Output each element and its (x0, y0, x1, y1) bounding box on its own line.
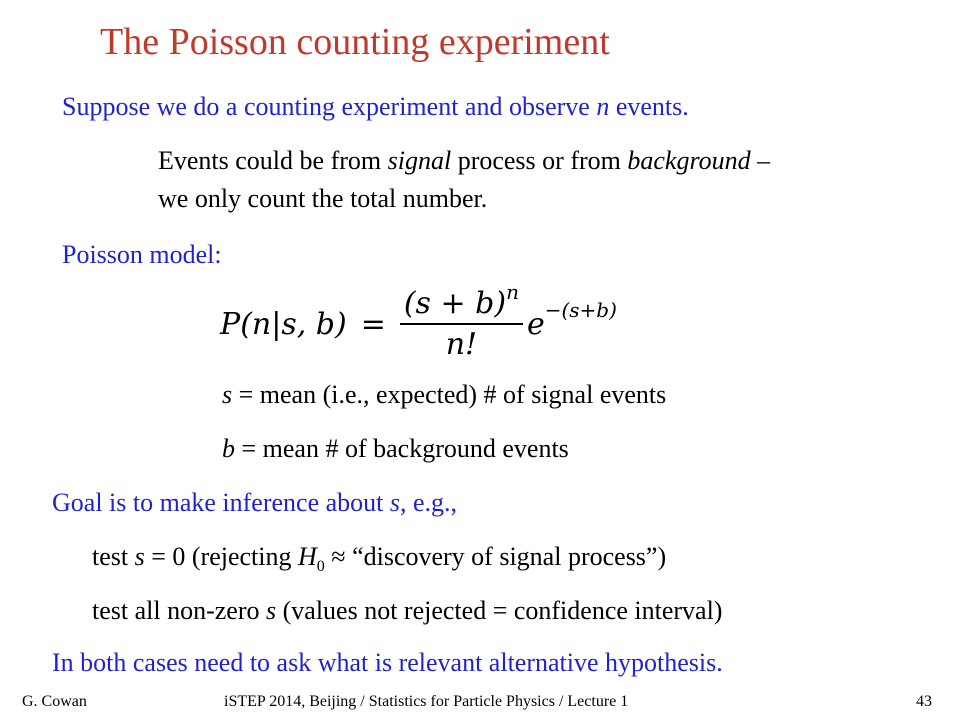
model-label: Poisson model: (62, 240, 222, 269)
test-discovery: test s = 0 (rejecting $H_0$ ≈ “discovery of signal process”) (92, 542, 667, 576)
definition-b: b = mean # of background events (222, 434, 569, 463)
events-line-2: we only count the total number. (158, 184, 488, 213)
formula-fraction: $\frac{(s + b)^n}{n!}$ (400, 286, 523, 362)
page-number: 43 (916, 693, 932, 710)
definition-s: s = mean (i.e., expected) # of signal events (222, 380, 667, 409)
events-line-1: Events could be from signal process or from background – (158, 146, 771, 175)
test-nonzero: test all non-zero s (values not rejected = confidence interval) (92, 596, 723, 625)
footer-author: G. Cowan (22, 693, 87, 710)
goal-text: Goal is to make inference about s, e.g., (52, 488, 458, 517)
slide-title: The Poisson counting experiment (100, 21, 610, 63)
intro-text: Suppose we do a counting experiment and observe n events. (62, 92, 689, 121)
footer-center: iSTEP 2014, Beijing / Statistics for Particle Physics / Lecture 1 (224, 693, 629, 710)
poisson-formula: P (n|s, b) = $\frac{(s + b)^n}{n!}$ e −(s+b) (220, 280, 617, 362)
conclusion-text: In both cases need to ask what is relevant alternative hypothesis. (52, 648, 723, 677)
